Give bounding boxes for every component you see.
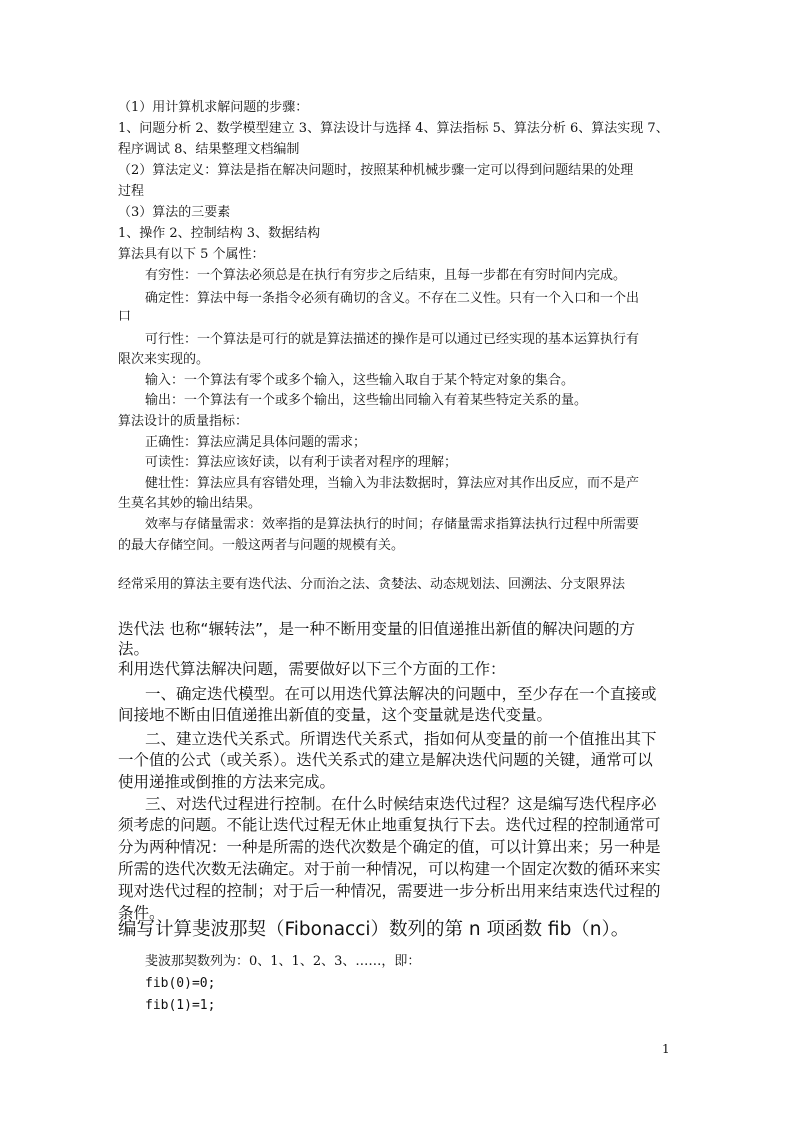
code-line-1: fib(0)=0; (145, 976, 216, 991)
three-elements: 1、操作 2、控制结构 3、数据结构 (118, 226, 321, 241)
property-feasibility: 可行性：一个算法是可行的就是算法描述的操作是可以通过已经实现的基本运算执行有 (145, 332, 640, 347)
quality-efficiency-cont: 的最大存储空间。一般这两者与问题的规模有关。 (118, 538, 405, 553)
iteration-work-3e: 现对迭代过程的控制；对于后一种情况，需要进一步分析出用来结束迭代过程的 (118, 882, 661, 900)
property-input: 输入：一个算法有零个或多个输入，这些输入取自于某个特定对象的集合。 (145, 373, 575, 388)
iteration-work-3d: 所需的迭代次数无法确定。对于前一种情况，可以构建一个固定次数的循环来实 (118, 860, 661, 878)
fibonacci-description: 斐波那契数列为：0、1、1、2、3、……，即： (145, 954, 421, 969)
iteration-work-3a: 三、对迭代过程进行控制。在什么时候结束迭代过程？这是编写迭代程序必 (145, 795, 657, 813)
property-definiteness: 确定性：算法中每一条指令必须有确切的含义。不存在二义性。只有一个入口和一个出 (145, 291, 640, 306)
page-number: 1 (662, 1042, 670, 1056)
iteration-intro-2: 法。 (118, 640, 150, 658)
quality-robustness-cont: 生莫名其妙的输出结果。 (118, 496, 262, 511)
iteration-work-3f: 条件。 (118, 904, 165, 922)
iteration-work-2b: 一个值的公式（或关系）。迭代关系式的建立是解决迭代问题的关键，通常可以 (118, 751, 653, 769)
code-line-2: fib(1)=1; (145, 998, 216, 1013)
steps-line-2: 程序调试 8、结果整理文档编制 (118, 142, 300, 157)
quality-title: 算法设计的质量指标： (118, 414, 249, 429)
iteration-work-3b: 须考虑的问题。不能让迭代过程无休止地重复执行下去。迭代过程的控制通常可 (118, 816, 661, 834)
property-output: 输出：一个算法有一个或多个输出，这些输出同输入有着某些特定关系的量。 (145, 393, 588, 408)
section1-title: （1）用计算机求解问题的步骤： (118, 100, 309, 115)
iteration-work-2a: 二、建立迭代关系式。所谓迭代关系式，指如何从变量的前一个值推出其下 (145, 730, 657, 748)
property-finiteness: 有穷性：一个算法必须总是在执行有穷步之后结束，且每一步都在有穷时间内完成。 (145, 268, 627, 283)
quality-readability: 可读性：算法应该好读，以有利于读者对程序的理解； (145, 455, 458, 470)
steps-line-1: 1、问题分析 2、数学模型建立 3、算法设计与选择 4、算法指标 5、算法分析 6、算法实现 7、 (118, 121, 669, 136)
iteration-work-title: 利用迭代算法解决问题，需要做好以下三个方面的工作： (118, 660, 506, 678)
definition-line-2: 过程 (118, 184, 145, 199)
properties-title: 算法具有以下 5 个属性： (118, 247, 265, 262)
iteration-work-1a: 一、确定迭代模型。在可以用迭代算法解决的问题中，至少存在一个直接或 (145, 685, 657, 703)
iteration-intro-1: 迭代法 也称“辗转法”，是一种不断用变量的旧值递推出新值的解决问题的方 (118, 620, 635, 638)
quality-efficiency: 效率与存储量需求：效率指的是算法执行的时间；存储量需求指算法执行过程中所需要 (145, 517, 640, 532)
property-definiteness-cont: 口 (118, 309, 132, 324)
section3-title: （3）算法的三要素 (118, 205, 231, 220)
quality-correctness: 正确性：算法应满足具体问题的需求； (145, 435, 367, 450)
iteration-work-1b: 间接地不断由旧值递推出新值的变量，这个变量就是迭代变量。 (118, 706, 553, 724)
property-feasibility-cont: 限次来实现的。 (118, 352, 210, 367)
iteration-work-2c: 使用递推或倒推的方法来完成。 (118, 773, 336, 791)
fibonacci-title: 编写计算斐波那契（Fibonacci）数列的第 n 项函数 fib（n）。 (118, 919, 630, 940)
quality-robustness: 健壮性：算法应具有容错处理，当输入为非法数据时，算法应对其作出反应，而不是产 (145, 476, 640, 491)
iteration-work-3c: 分为两种情况：一种是所需的迭代次数是个确定的值，可以计算出来；另一种是 (118, 838, 661, 856)
common-methods: 经常采用的算法主要有迭代法、分而治之法、贪婪法、动态规划法、回溯法、分支限界法 (118, 577, 626, 592)
definition-line-1: （2）算法定义：算法是指在解决问题时，按照某种机械步骤一定可以得到问题结果的处理 (118, 163, 634, 178)
